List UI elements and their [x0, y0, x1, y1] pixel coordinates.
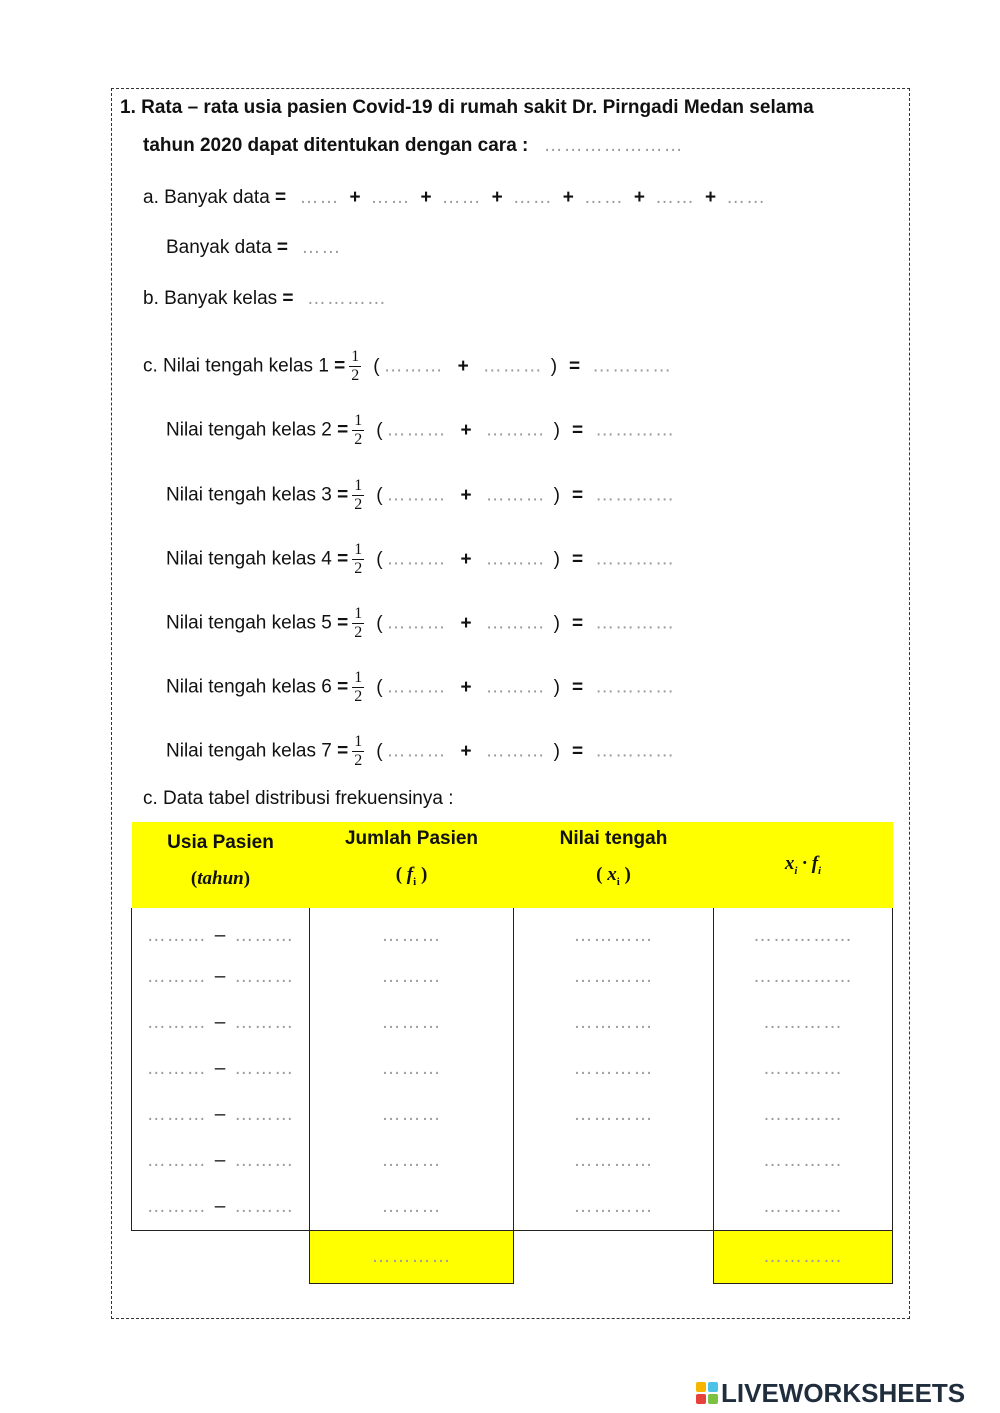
open-paren: ( [376, 676, 383, 698]
midpoint-label: Nilai tengah kelas 5 [166, 612, 332, 634]
midpoint-label: c. Nilai tengah kelas 1 [143, 355, 329, 377]
equals-sign: = [337, 548, 349, 570]
logo-square [708, 1382, 718, 1392]
midpoint-row [166, 669, 675, 706]
xf-field[interactable]: ………… [714, 1000, 893, 1046]
equals-sign: = [275, 187, 287, 208]
equals-sign: = [337, 612, 349, 634]
plus-sign: + [633, 187, 645, 208]
fraction-denominator: 2 [354, 431, 363, 448]
plus-sign: + [460, 548, 472, 570]
close-paren: ) [553, 484, 560, 506]
fraction-numerator: 1 [354, 669, 363, 686]
range-lower-field[interactable]: ……… [146, 924, 207, 946]
question-line-1: 1. Rata – rata usia pasien Covid-19 di rumah sakit Dr. Pirngadi Medan selama [120, 97, 814, 118]
plus-sign: + [704, 187, 717, 208]
close-paren: ) [553, 740, 560, 762]
upper-limit-field[interactable]: ……… [485, 612, 546, 634]
midpoint-label: Nilai tengah kelas 4 [166, 548, 332, 570]
midpoint-result-field[interactable]: ………… [595, 612, 676, 634]
equals-sign: = [337, 676, 349, 698]
open-paren: ( [376, 419, 383, 441]
equals-sign: = [571, 740, 584, 762]
header-jumlah-label: Jumlah Pasien [344, 828, 479, 849]
banyak-kelas-label: b. Banyak kelas [143, 288, 278, 309]
frequency-field[interactable]: ……… [310, 1000, 514, 1046]
logo-square [696, 1394, 706, 1404]
close-paren: ) [553, 676, 560, 698]
plus-sign: + [562, 187, 574, 208]
fraction-numerator: 1 [354, 733, 363, 750]
banyak-data-label: a. Banyak data [143, 187, 270, 208]
frequency-field[interactable]: ……… [310, 1092, 514, 1138]
range-cell [132, 954, 310, 1000]
lower-limit-field[interactable]: ……… [383, 355, 444, 377]
range-cell [132, 1000, 310, 1046]
frequency-field[interactable]: ……… [310, 908, 514, 954]
question-line-2 [143, 134, 684, 158]
open-paren: ( [376, 612, 383, 634]
equals-sign: = [569, 355, 581, 377]
open-paren: ( [376, 484, 383, 506]
range-cell [132, 1046, 310, 1092]
midpoint-result-field[interactable]: ………… [592, 355, 673, 377]
header-xf [714, 822, 893, 908]
liveworksheets-logo [696, 1378, 965, 1408]
sum-term-field[interactable]: …… [726, 187, 767, 208]
range-dash: – [214, 1012, 227, 1033]
table-row [132, 954, 893, 1000]
range-lower-field[interactable]: ……… [146, 1058, 207, 1079]
lower-limit-field[interactable]: ……… [386, 612, 447, 634]
header-nilai-sub: ( $x_i$ ) [596, 864, 631, 888]
equals-sign: = [337, 740, 349, 762]
equals-sign: = [571, 419, 584, 441]
midpoint-field[interactable]: ………… [514, 908, 714, 954]
fraction-numerator: 1 [354, 605, 363, 622]
liveworksheets-wordmark: LIVEWORKSHEETS [721, 1377, 966, 1408]
banyak-kelas [143, 287, 387, 311]
range-lower-field[interactable]: ……… [146, 1012, 207, 1033]
lower-limit-field[interactable]: ……… [386, 484, 447, 506]
half-fraction [352, 412, 364, 449]
lower-limit-field[interactable]: ……… [386, 740, 447, 762]
total-spacer [514, 1230, 714, 1283]
fraction-denominator: 2 [354, 560, 363, 577]
xf-field[interactable]: ………… [714, 1092, 893, 1138]
header-xf-label: $x_i \cdot f_i$ [784, 852, 822, 877]
xf-field[interactable]: …………… [714, 954, 893, 1000]
liveworksheets-logo-icon [696, 1382, 718, 1404]
equals-sign: = [571, 484, 584, 506]
half-fraction [352, 477, 364, 514]
plus-sign: + [457, 355, 469, 377]
range-dash: – [214, 1058, 227, 1079]
half-fraction [352, 541, 364, 578]
range-cell [132, 1092, 310, 1138]
logo-square [708, 1394, 718, 1404]
fraction-denominator: 2 [354, 496, 363, 513]
sum-term-field[interactable]: …… [654, 187, 695, 208]
upper-limit-field[interactable]: ……… [485, 740, 546, 762]
range-upper-field[interactable]: ……… [234, 1058, 295, 1079]
range-upper-field[interactable]: ……… [234, 1195, 295, 1217]
midpoint-row [166, 477, 675, 514]
equals-sign: = [337, 484, 349, 506]
midpoint-field[interactable]: ………… [514, 954, 714, 1000]
lower-limit-field[interactable]: ……… [386, 419, 447, 441]
fraction-numerator: 1 [354, 541, 363, 558]
midpoint-row [166, 412, 675, 449]
midpoint-field[interactable]: ………… [514, 1184, 714, 1230]
plus-sign: + [460, 676, 472, 698]
equals-sign: = [282, 288, 294, 309]
lower-limit-field[interactable]: ……… [386, 676, 447, 698]
midpoint-field[interactable]: ………… [514, 1046, 714, 1092]
xf-field[interactable]: ………… [714, 1046, 893, 1092]
upper-limit-field[interactable]: ……… [485, 676, 546, 698]
half-fraction [352, 733, 364, 770]
table-row [132, 1000, 893, 1046]
plus-sign: + [491, 187, 503, 208]
range-dash: – [214, 1195, 227, 1217]
half-fraction [352, 669, 364, 706]
header-usia-sub: (tahun) [190, 868, 251, 889]
frequency-field[interactable]: ……… [310, 1138, 514, 1184]
range-upper-field[interactable]: ……… [234, 1150, 295, 1171]
banyak-kelas-field[interactable]: ………… [306, 288, 387, 309]
midpoint-label: Nilai tengah kelas 3 [166, 484, 332, 506]
midpoint-label: Nilai tengah kelas 6 [166, 676, 332, 698]
sum-term-field[interactable]: …… [299, 187, 340, 208]
plus-sign: + [349, 187, 361, 208]
midpoint-label: Nilai tengah kelas 2 [166, 419, 332, 441]
half-fraction [352, 605, 364, 642]
xf-field[interactable]: ………… [714, 1184, 893, 1230]
table-row [132, 908, 893, 954]
fraction-numerator: 1 [351, 348, 360, 365]
upper-limit-field[interactable]: ……… [485, 548, 546, 570]
range-lower-field[interactable]: ……… [146, 1104, 207, 1125]
range-cell [132, 1138, 310, 1184]
range-upper-field[interactable]: ……… [234, 1012, 295, 1033]
plus-sign: + [460, 484, 472, 506]
midpoint-row [166, 541, 675, 578]
sum-term-field[interactable]: …… [370, 187, 411, 208]
midpoint-label: Nilai tengah kelas 7 [166, 740, 332, 762]
total-spacer [132, 1230, 310, 1283]
answer-method-field[interactable]: ………………… [543, 135, 684, 156]
plus-sign: + [460, 612, 472, 634]
midpoint-field[interactable]: ………… [514, 1138, 714, 1184]
midpoint-row [166, 733, 675, 770]
close-paren: ) [550, 355, 558, 377]
midpoint-field[interactable]: ………… [514, 1092, 714, 1138]
equals-sign: = [334, 355, 346, 377]
range-dash: – [214, 966, 227, 987]
midpoint-result-field[interactable]: ………… [595, 419, 676, 441]
range-cell [132, 908, 310, 954]
midpoint-result-field[interactable]: ………… [595, 740, 676, 762]
plus-sign: + [460, 740, 472, 762]
xf-field[interactable]: …………… [714, 908, 893, 954]
lower-limit-field[interactable]: ……… [386, 548, 447, 570]
logo-square [696, 1382, 706, 1392]
table-title: c. Data tabel distribusi frekuensinya : [143, 788, 454, 809]
range-upper-field[interactable]: ……… [234, 1104, 295, 1125]
midpoint-row [166, 605, 675, 642]
half-fraction [349, 348, 361, 385]
header-nilai-label: Nilai tengah [559, 828, 668, 849]
banyak-data-total-field[interactable]: …… [301, 237, 342, 258]
table-row [132, 1184, 893, 1230]
open-paren: ( [376, 740, 383, 762]
fraction-numerator: 1 [354, 412, 363, 429]
upper-limit-field[interactable]: ……… [482, 355, 543, 377]
equals-sign: = [276, 237, 289, 258]
table-row [132, 1092, 893, 1138]
range-upper-field[interactable]: ……… [234, 924, 295, 946]
midpoint-result-field[interactable]: ………… [595, 676, 676, 698]
close-paren: ) [553, 548, 560, 570]
open-paren: ( [373, 355, 380, 377]
frequency-field[interactable]: ……… [310, 1046, 514, 1092]
header-jumlah-sub: ( $f_i$ ) [395, 864, 428, 888]
open-paren: ( [376, 548, 383, 570]
range-lower-field[interactable]: ……… [146, 1195, 207, 1217]
equals-sign: = [571, 676, 584, 698]
fraction-denominator: 2 [354, 688, 363, 705]
range-upper-field[interactable]: ……… [234, 966, 295, 987]
total-xf-field[interactable]: ………… [714, 1230, 893, 1283]
range-lower-field[interactable]: ……… [146, 1150, 207, 1171]
header-nilai [514, 822, 714, 908]
header-usia-label: Usia Pasien [167, 832, 274, 853]
fraction-denominator: 2 [354, 624, 363, 641]
midpoint-row [143, 348, 672, 385]
fraction-denominator: 2 [351, 367, 360, 384]
upper-limit-field[interactable]: ……… [485, 419, 546, 441]
midpoint-result-field[interactable]: ………… [595, 548, 676, 570]
frequency-field[interactable]: ……… [310, 954, 514, 1000]
range-dash: – [214, 924, 227, 946]
table-row [132, 1138, 893, 1184]
midpoint-field[interactable]: ………… [514, 1000, 714, 1046]
xf-field[interactable]: ………… [714, 1138, 893, 1184]
question-line-2-text: tahun 2020 dapat ditentukan dengan cara : [143, 135, 529, 156]
close-paren: ) [553, 419, 560, 441]
equals-sign: = [571, 612, 584, 634]
range-cell [132, 1184, 310, 1230]
range-dash: – [214, 1150, 227, 1171]
equals-sign: = [337, 419, 349, 441]
equals-sign: = [571, 548, 584, 570]
upper-limit-field[interactable]: ……… [485, 484, 546, 506]
distribution-table [131, 822, 893, 1284]
range-lower-field[interactable]: ……… [146, 966, 207, 987]
frequency-field[interactable]: ……… [310, 1184, 514, 1230]
plus-sign: + [460, 419, 472, 441]
header-usia [132, 822, 310, 908]
sum-term-field[interactable]: …… [441, 187, 482, 208]
plus-sign: + [420, 187, 432, 208]
banyak-data-total [166, 236, 341, 260]
table-row [132, 1046, 893, 1092]
range-dash: – [214, 1104, 227, 1125]
header-jumlah [310, 822, 514, 908]
midpoint-result-field[interactable]: ………… [595, 484, 676, 506]
banyak-data-sum [143, 186, 766, 210]
sum-term-field[interactable]: …… [583, 187, 624, 208]
banyak-data-total-label: Banyak data [166, 237, 272, 258]
total-f-field[interactable]: ………… [310, 1230, 514, 1283]
close-paren: ) [553, 612, 560, 634]
sum-term-field[interactable]: …… [512, 187, 553, 208]
fraction-denominator: 2 [354, 752, 363, 769]
fraction-numerator: 1 [354, 477, 363, 494]
